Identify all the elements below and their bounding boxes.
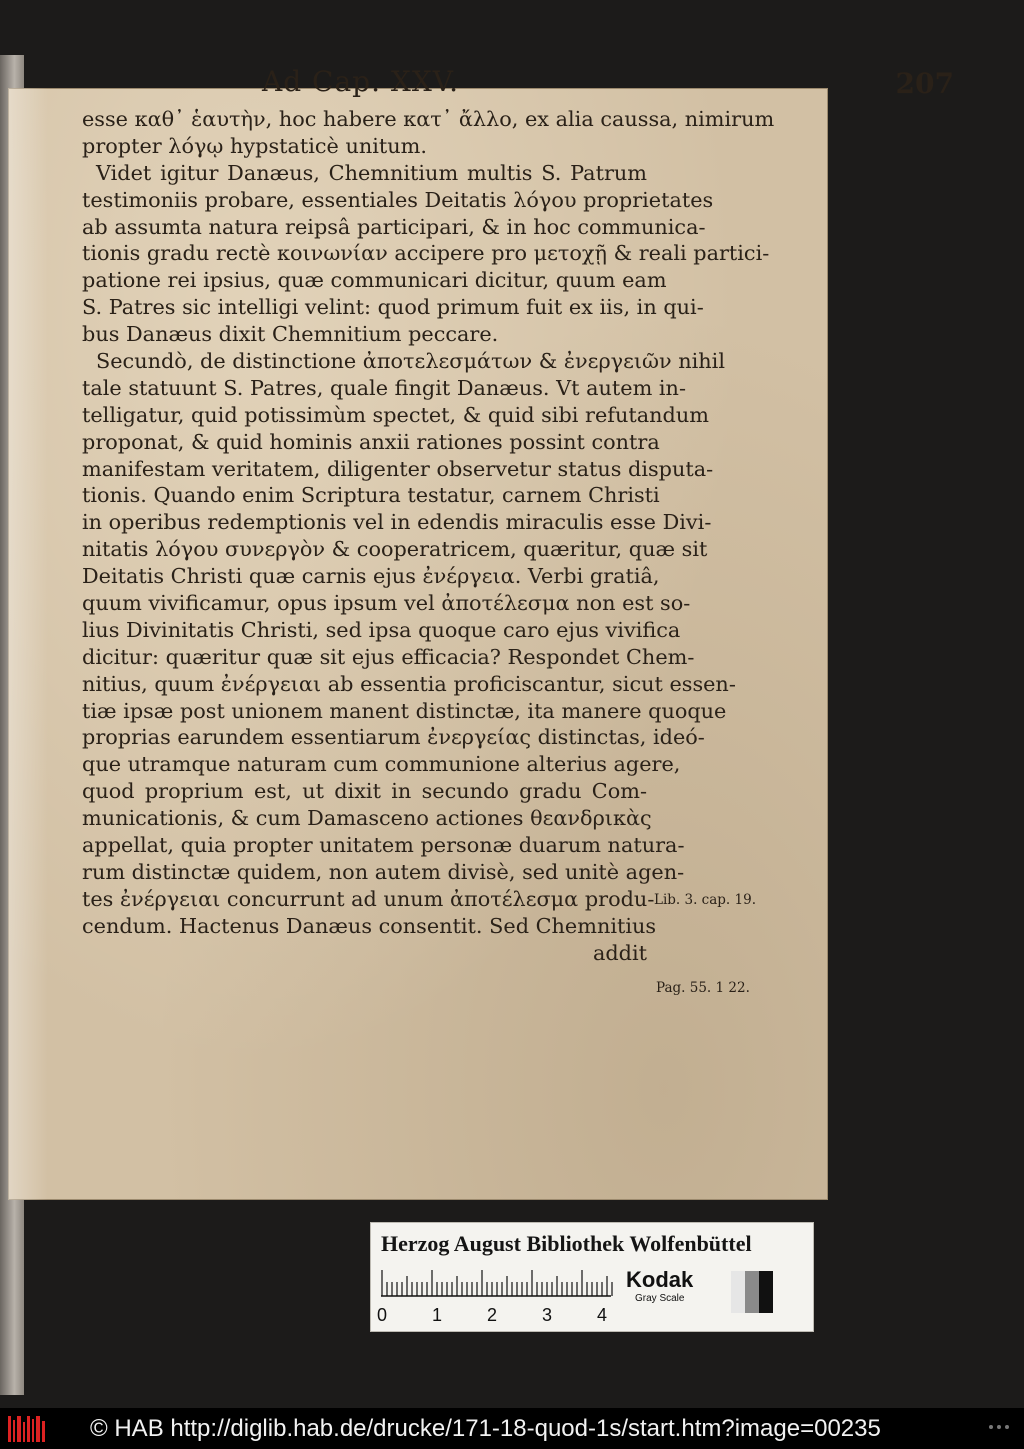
page-header: [262, 65, 954, 101]
copyright-url: © HAB http://diglib.hab.de/drucke/171-18-quod-1s/start.htm?image=00235: [90, 1415, 881, 1442]
text-line: appellat, quia propter unitatem personæ duarum natura-: [82, 833, 685, 858]
text-line: bus Danæus dixit Chemnitium peccare.: [82, 322, 499, 347]
text-line: tes ἐνέργειαι concurrunt ad unum ἀποτέλεσμα produ-: [82, 886, 655, 911]
ruler-number: 4: [597, 1305, 608, 1325]
text-line: Videt igitur Danæus, Chemnitium multis S. Patrum: [96, 160, 647, 185]
text-line: quod proprium est, ut dixit in secundo gradu Com-: [82, 779, 647, 804]
dots-icon: [988, 1422, 1010, 1432]
footer-bar: [0, 1408, 1024, 1449]
text-line: cendum. Hactenus Danæus consentit. Sed Chemnitius: [82, 913, 657, 938]
text-line: ab assumta natura reipsâ participari, & in hoc communica-: [82, 214, 706, 239]
text-line: manifestam veritatem, diligenter observetur status disputa-: [82, 456, 714, 481]
gray-scale-label: Gray Scale: [635, 1293, 685, 1304]
text-line: rum distinctæ quidem, non autem divisè, sed unitè agen-: [82, 859, 685, 884]
page-number: 207: [895, 67, 954, 100]
text-line: tale statuunt S. Patres, quale fingit Danæus. Vt autem in-: [82, 375, 686, 400]
library-name: Herzog August Bibliothek Wolfenbüttel: [381, 1231, 752, 1256]
text-line: municationis, & cum Damasceno actiones θεανδρικὰς: [82, 806, 652, 831]
gray-patch: [759, 1271, 773, 1313]
catchword: addit: [592, 940, 647, 965]
margin-note: Lib. 3. cap. 19.: [654, 892, 756, 908]
text-line: esse καθ᾽ ἑαυτὴν, hoc habere κατ᾽ ἄλλο, ex alia caussa, nimirum: [82, 107, 775, 131]
gray-patch: [745, 1271, 759, 1313]
text-line: proponat, & quid hominis anxii rationes possint contra: [82, 429, 660, 454]
ruler-number: 0: [377, 1305, 388, 1325]
margin-note: Pag. 55. 1 22.: [656, 980, 750, 996]
text-line: nitatis λόγου συνεργὸν & cooperatricem, quæritur, quæ sit: [82, 537, 708, 562]
ruler-number: 2: [487, 1305, 498, 1325]
text-line: telligatur, quid potissimùm spectet, & quid sibi refutandum: [82, 402, 709, 427]
color-target-card: [370, 1222, 814, 1332]
page-gutter-shade: [8, 88, 48, 1200]
text-line: nitius, quum ἐνέργειαι ab essentia proficiscantur, sicut essen-: [82, 671, 736, 696]
text-line: que utramque naturam cum communione alterius agere,: [82, 752, 681, 777]
ruler-number: 1: [432, 1305, 443, 1325]
text-line: lius Divinitatis Christi, sed ipsa quoque caro ejus vivifica: [82, 617, 681, 642]
text-line: Deitatis Christi quæ carnis ejus ἐνέργεια. Verbi gratiâ,: [82, 564, 660, 589]
text-line: dicitur: quæritur quæ sit ejus efficacia? Respondet Chem-: [82, 644, 695, 669]
text-line: quum vivificamur, opus ipsum vel ἀποτέλεσμα non est so-: [82, 591, 691, 616]
text-line: in operibus redemptionis vel in edendis miraculis esse Divi-: [82, 510, 712, 535]
text-line: tionis. Quando enim Scriptura testatur, carnem Christi: [82, 483, 660, 508]
text-line: patione rei ipsius, quæ communicari dicitur, quum eam: [82, 268, 667, 293]
text-line: proprias earundem essentiarum ἐνεργείας distinctas, ideó-: [82, 725, 705, 750]
ruler-number: 3: [542, 1305, 553, 1325]
text-line: testimoniis probare, essentiales Deitatis λόγου proprietates: [82, 187, 714, 212]
running-head: Ad Cap. XXV.: [262, 65, 459, 98]
text-line: propter λόγῳ hypstaticè unitum.: [82, 133, 427, 158]
barcode-logo-icon: [8, 1416, 46, 1442]
text-line: tiæ ipsæ post unionem manent distinctæ, ita manere quoque: [82, 698, 727, 723]
text-line: tionis gradu rectè κοινωνίαν accipere pro μετοχῇ & reali partici-: [82, 241, 770, 266]
gray-patch: [731, 1271, 745, 1313]
text-line: Secundò, de distinctione ἀποτελεσμάτων & ἐνεργειῶν nihil: [96, 349, 725, 374]
kodak-logo: Kodak: [626, 1267, 694, 1292]
text-line: S. Patres sic intelligi velint: quod primum fuit ex iis, in qui-: [82, 295, 704, 320]
ruler-scale: [381, 1269, 611, 1297]
